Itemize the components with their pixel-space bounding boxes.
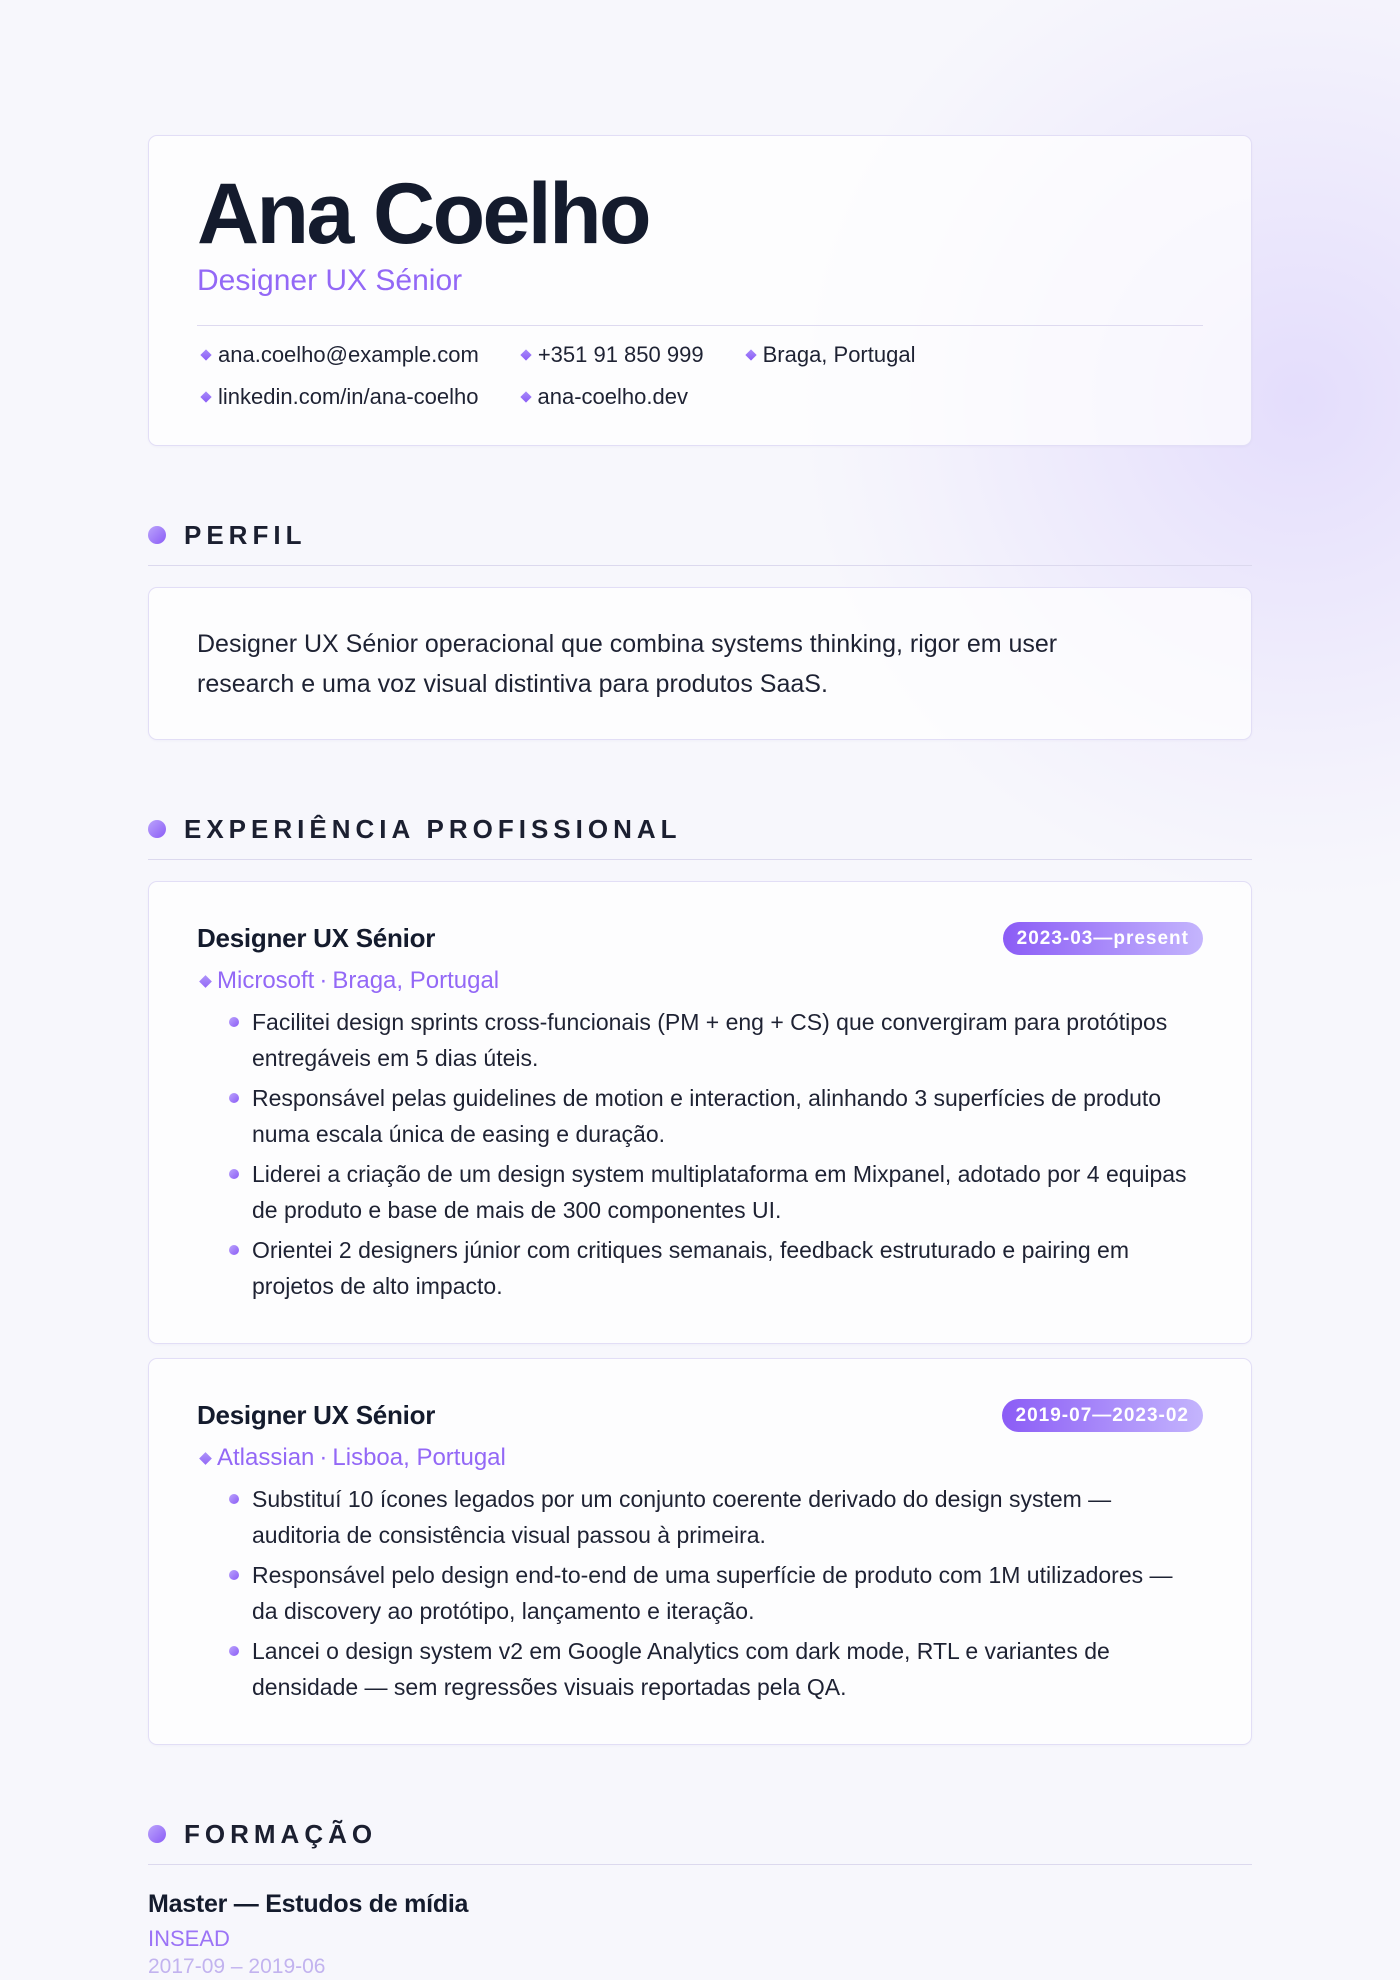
dot-icon [148, 820, 166, 838]
dot-icon [229, 1570, 239, 1580]
section-heading-experience [148, 813, 1252, 860]
diamond-icon [745, 349, 756, 360]
section-title: EXPERIÊNCIA PROFISSIONAL [184, 814, 682, 844]
contact-website-text[interactable]: ana-coelho.dev [537, 384, 688, 409]
resume-page [148, 135, 1252, 1979]
education-section [148, 1818, 1252, 1979]
date-badge: 2023-03—present [1003, 922, 1203, 955]
job-highlights [197, 1481, 1203, 1705]
highlight-text: Substituí 10 ícones legados por um conjunto coerente derivado do design system — auditoria de consistência visual passou à primeira. [252, 1486, 1112, 1548]
profile-card [148, 587, 1252, 740]
section-heading-profile [148, 519, 1252, 566]
dot-icon [148, 526, 166, 544]
list-item [252, 1080, 1203, 1152]
contact-email-text[interactable]: ana.coelho@example.com [218, 342, 479, 367]
dot-icon [229, 1169, 239, 1179]
job-highlights [197, 1004, 1203, 1304]
job-company-line [197, 966, 1203, 996]
job-company: Atlassian [217, 1444, 315, 1471]
list-item [252, 1232, 1203, 1304]
diamond-icon [200, 391, 211, 402]
contact-website[interactable] [517, 382, 688, 412]
job-location: Lisboa, Portugal [332, 1444, 506, 1471]
dot-icon [229, 1646, 239, 1656]
contact-email[interactable] [197, 340, 479, 370]
highlight-text: Liderei a criação de um design system multiplataforma em Mixpanel, adotado por 4 equipas de produto e base de mais de 300 componentes UI. [252, 1161, 1187, 1223]
contact-phone[interactable] [517, 340, 704, 370]
header-card [148, 135, 1252, 446]
highlight-text: Orientei 2 designers júnior com critiques semanais, feedback estruturado e pairing em projetos de alto impacto. [252, 1237, 1129, 1299]
highlight-text: Facilitei design sprints cross-funcionais (PM + eng + CS) que convergiram para protótipos entregáveis em 5 dias úteis. [252, 1009, 1168, 1071]
header-divider [197, 325, 1203, 326]
job-company-line [197, 1443, 1203, 1473]
education-school: INSEAD [148, 1926, 230, 1951]
meta-separator: · [319, 1444, 328, 1471]
contact-list [197, 340, 1203, 412]
list-item [252, 1633, 1203, 1705]
experience-section [148, 813, 1252, 1745]
job-card [148, 1358, 1252, 1745]
job-header [197, 920, 1203, 956]
diamond-icon [520, 349, 531, 360]
date-badge: 2019-07—2023-02 [1002, 1399, 1203, 1432]
diamond-icon [199, 975, 212, 988]
section-heading-education [148, 1818, 1252, 1865]
job-header [197, 1397, 1203, 1433]
section-title: PERFIL [184, 520, 307, 550]
diamond-icon [200, 349, 211, 360]
contact-linkedin[interactable] [197, 382, 479, 412]
diamond-icon [199, 1452, 212, 1465]
section-title: FORMAÇÃO [184, 1819, 378, 1849]
list-item [252, 1156, 1203, 1228]
dot-icon [229, 1245, 239, 1255]
contact-location [742, 340, 916, 370]
job-role: Designer UX Sénior [197, 923, 436, 953]
education-degree: Master — Estudos de mídia [148, 1890, 469, 1918]
highlight-text: Responsável pelo design end-to-end de uma superfície de produto com 1M utilizadores — da discovery ao protótipo, lançamento e iteração. [252, 1562, 1173, 1624]
profile-section [148, 519, 1252, 740]
dot-icon [229, 1494, 239, 1504]
diamond-icon [520, 391, 531, 402]
highlight-text: Lancei o design system v2 em Google Analytics com dark mode, RTL e variantes de densidade — sem regressões visuais reportadas pela QA. [252, 1638, 1110, 1700]
list-item [252, 1557, 1203, 1629]
job-company: Microsoft [217, 967, 315, 994]
job-location: Braga, Portugal [332, 967, 500, 994]
contact-linkedin-text[interactable]: linkedin.com/in/ana-coelho [218, 384, 479, 409]
dot-icon [229, 1093, 239, 1103]
meta-separator: · [319, 967, 328, 994]
list-item [252, 1481, 1203, 1553]
job-role: Designer UX Sénior [197, 1400, 436, 1430]
job-card [148, 881, 1252, 1344]
education-item [148, 1887, 1252, 1979]
dot-icon [229, 1017, 239, 1027]
profile-summary: Designer UX Sénior operacional que combina systems thinking, rigor em user research e uma voz visual distintiva para produtos SaaS. [197, 630, 1058, 698]
candidate-title: Designer UX Sénior [197, 264, 463, 297]
contact-location-text: Braga, Portugal [762, 342, 916, 367]
contact-phone-text[interactable]: +351 91 850 999 [537, 342, 704, 367]
dot-icon [148, 1825, 166, 1843]
list-item [252, 1004, 1203, 1076]
education-dates: 2017-09 – 2019-06 [148, 1955, 326, 1978]
highlight-text: Responsável pelas guidelines de motion e interaction, alinhando 3 superfícies de produto numa escala única de easing e duração. [252, 1085, 1162, 1147]
candidate-name: Ana Coelho [197, 166, 649, 262]
